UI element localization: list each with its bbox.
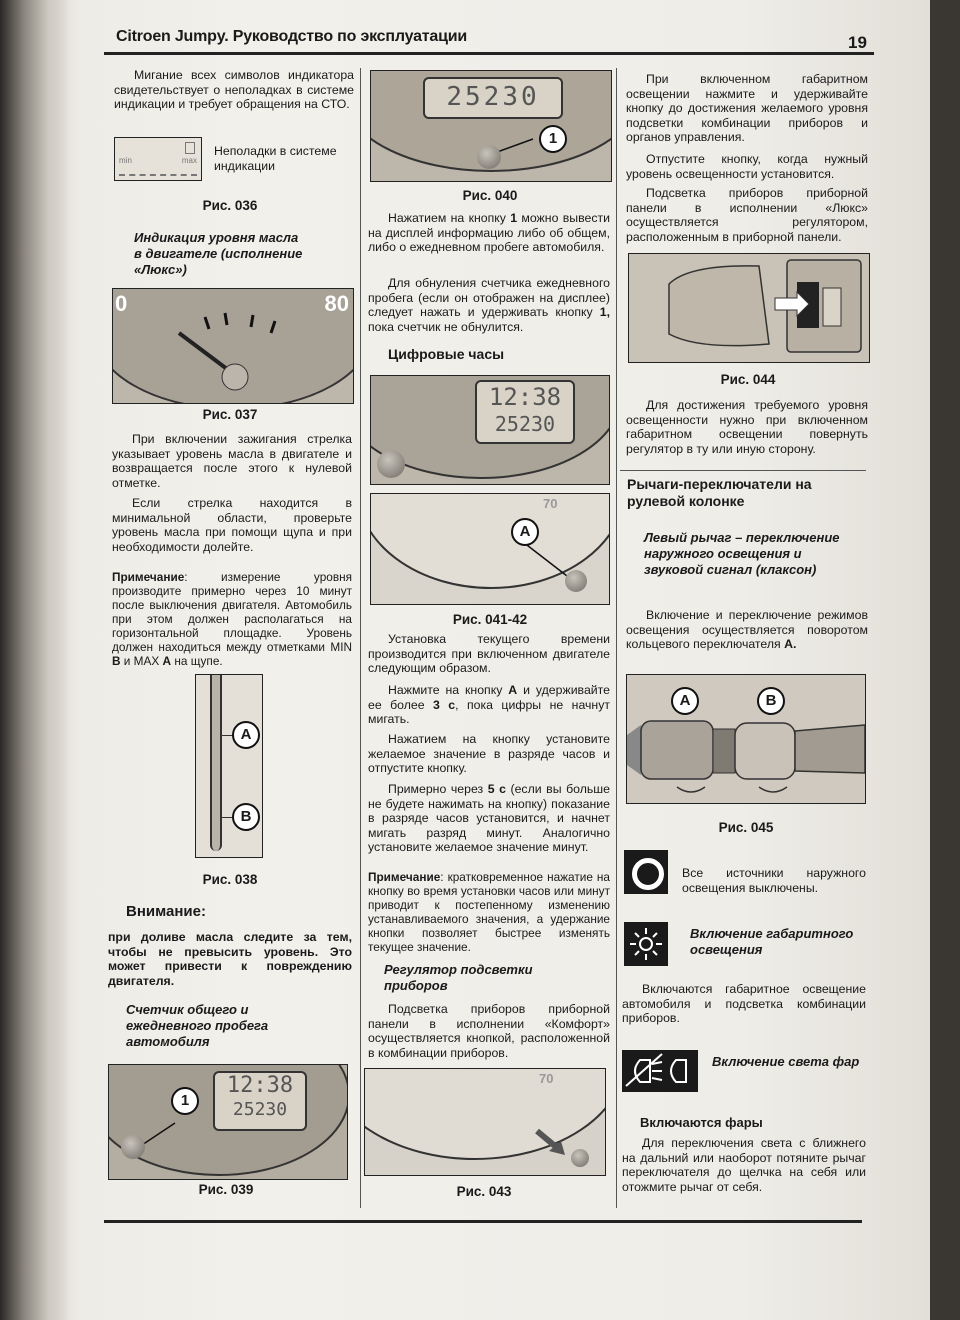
- oil-level-heading: Индикация уровня масла в двигателе (исполнение «Люкс»): [134, 230, 303, 277]
- headlights-glyph: [622, 1050, 698, 1092]
- book-spine-shadow: [0, 0, 70, 1320]
- col2-paragraph-6: [368, 782, 610, 855]
- fig039-caption: Рис. 039: [198, 1182, 254, 1197]
- col3-paragraph-3: Подсветка приборов приборной панели в исполнении «Люкс» осуществляется регулятором, расположенным в приборной панели.: [626, 186, 868, 244]
- p4-button-ref: A: [508, 683, 518, 697]
- oil-gauge-drawing: [113, 289, 353, 403]
- fig045-lever-drawing: [627, 675, 865, 803]
- p2-text-c: пока счетчик не обнулится.: [368, 319, 524, 334]
- fig043-scale-mark: 70: [539, 1071, 554, 1086]
- col3-paragraph-7: Для переключения света с ближнего на дальний или наоборот потяните рычаг переключателя до щелчка на себя или отожмите рычаг от себя.: [622, 1136, 866, 1194]
- parking-lights-heading: Включение габаритного освещения: [690, 926, 854, 957]
- fig039-lcd: [213, 1071, 307, 1131]
- fig045-caption: Рис. 045: [718, 820, 774, 835]
- col2-paragraph-5: Нажатием на кнопку установите желаемое значение в разряде часов и отпустите кнопку.: [368, 732, 610, 776]
- fig045-badge-a: A: [671, 687, 699, 715]
- col2-paragraph-4: [368, 683, 610, 727]
- warning-title: Внимание:: [126, 903, 206, 920]
- col2-note-text: : кратковременное нажатие на кнопку во время установки часов или минут приводит к постепенному изменению устанавливаемого значения, а удержание кнопки позволяет быстрее изменять текущее значение.: [368, 870, 610, 954]
- p4-duration: 3 с: [433, 697, 456, 712]
- col2-paragraph-1: [368, 211, 610, 255]
- column-divider-1: [360, 68, 361, 1208]
- col2-paragraph-2: [368, 276, 610, 334]
- p1-text-c: можно вывести на дисплей информацию либо об общем, либо о ежедневном пробеге автомобиля.: [368, 211, 610, 255]
- p1-text-a: Нажатием на кнопку: [388, 211, 511, 225]
- col2-note: [368, 870, 610, 954]
- section-rule: [620, 470, 866, 471]
- fig038-caption: Рис. 038: [202, 872, 258, 887]
- col3-paragraph-4: Для достижения требуемого уровня освещенности нужно при включенном габаритном освещении повернуть регулятор в ту или иную сторону.: [626, 398, 868, 456]
- fig041-lcd: [475, 380, 575, 444]
- column-divider-2: [616, 68, 617, 1208]
- fig040-km: 25230: [446, 82, 540, 112]
- fig037-oil-gauge: [112, 288, 354, 404]
- fig042-button-a: [565, 570, 587, 592]
- fig042-scale-mark: 70: [543, 496, 558, 511]
- headlights-heading: Включение света фар: [712, 1054, 860, 1069]
- fig037-right-mark: 80: [324, 291, 349, 316]
- footer-rule: [104, 1220, 862, 1223]
- fig040-caption: Рис. 040: [462, 188, 518, 203]
- fig036-caption: Рис. 036: [202, 198, 258, 213]
- p5-switch-ref: A.: [784, 637, 797, 652]
- left-lever-heading: Левый рычаг – переключение наружного освещения и звуковой сигнал (клаксон): [644, 530, 840, 577]
- note-text-e: на щупе.: [171, 654, 223, 668]
- col2-paragraph-7: Подсветка приборов приборной панели в исполнении «Комфорт» осуществляется кнопкой, расположенной в комбинации приборов.: [368, 1002, 610, 1060]
- backlight-regulator-heading: Регулятор подсветки приборов: [384, 962, 533, 993]
- col3-paragraph-1: При включенном габаритном освещении нажмите и удерживайте кнопку до достижения желаемого уровня подсветки комбинации приборов и органов управления.: [626, 72, 868, 145]
- fig039-time: 12:38: [226, 1073, 294, 1098]
- oil-can-icon: [185, 142, 195, 154]
- p6-text-a: Примерно через: [388, 782, 488, 796]
- p1-button-ref: 1: [510, 211, 518, 225]
- p6-duration: 5 с: [487, 782, 506, 796]
- fig045-badge-b: B: [757, 687, 785, 715]
- col1-paragraph-3: Если стрелка находится в минимальной области, проверьте уровень масла при помощи щупа и при необходимости долейте.: [112, 496, 352, 554]
- fig039-badge: 1: [171, 1087, 199, 1115]
- fig039-knob: [121, 1135, 145, 1159]
- dipstick-shaft: [210, 675, 222, 851]
- p4-text-c: и удерживайте ее более: [368, 683, 610, 712]
- parking-lights-icon: [624, 922, 668, 966]
- fig037-left-mark: 0: [115, 291, 128, 316]
- col1-intro-paragraph: Мигание всех символов индикатора свидетельствует о неполадках в системе индикации и требует обращения на СТО.: [114, 68, 354, 112]
- fig040-lcd: [423, 77, 563, 119]
- col3-paragraph-6: Включаются габаритное освещение автомобиля и подсветка комбинации приборов.: [622, 982, 866, 1026]
- headlights-icon: [622, 1050, 698, 1092]
- fig042-badge: A: [511, 518, 539, 546]
- fig036-min-label: min: [119, 156, 132, 165]
- header-title: Citroen Jumpy. Руководство по эксплуатации: [116, 28, 468, 45]
- p6-text-c: (если вы больше не будете нажимать на кнопку) показание в разряде часов установится, и начнет мигать разряд минут. Аналогично установите желаемое значение минут.: [368, 782, 610, 855]
- fig044-dimmer: [628, 253, 870, 363]
- fig039-odometer: [108, 1064, 348, 1180]
- note-text-a: : измерение уровня производите примерно через 10 минут после выключения двигателя. Автомобиль при этом должен располагаться на горизонтальной площадке. Уровень должен находиться между отметками MIN: [112, 570, 352, 654]
- col1-paragraph-2: При включении зажигания стрелка указывает уровень масла в двигателе и возвращается после этого к нулевой отметке.: [112, 432, 352, 490]
- col3-paragraph-5: [626, 608, 868, 652]
- fig041-clock: [370, 375, 610, 485]
- fig043-caption: Рис. 043: [456, 1184, 512, 1199]
- lights-off-text: Все источники наружного освещения выключены.: [682, 866, 866, 895]
- fig042-clock-button: [370, 493, 610, 605]
- fig036-indicator: [114, 137, 202, 181]
- col2-note-label: Примечание: [368, 870, 441, 884]
- fig038-dipstick: [195, 674, 263, 858]
- fig040-odometer: [370, 70, 612, 182]
- p4-text-a: Нажмите на кнопку: [388, 683, 509, 697]
- fig044-caption: Рис. 044: [720, 372, 776, 387]
- warning-text: при доливе масла следите за тем, чтобы не превысить уровень. Это может привести к повреждению двигателя.: [108, 930, 352, 988]
- fig038-badge-a: A: [232, 721, 260, 749]
- parking-lights-glyph: [624, 922, 668, 966]
- p4-text-e: , пока цифры не начнут мигать.: [368, 697, 610, 727]
- steering-levers-heading: Рычаги-переключатели на рулевой колонке: [627, 476, 812, 509]
- fig043-button: [571, 1149, 589, 1167]
- p2-button-ref: 1,: [599, 305, 610, 320]
- col1-note: [112, 570, 352, 668]
- col2-paragraph-3: Установка текущего времени производится при включенном двигателе следующим образом.: [368, 632, 610, 676]
- fig041-knob: [377, 450, 405, 478]
- fig045-lever: [626, 674, 866, 804]
- col3-paragraph-2: Отпустите кнопку, когда нужный уровень освещенности установится.: [626, 152, 868, 181]
- page-number: 19: [848, 33, 867, 52]
- note-label: Примечание: [112, 570, 185, 584]
- p5-text-a: Включение и переключение режимов освещения осуществляется поворотом кольцевого переключателя: [626, 608, 868, 652]
- fig043-backlight-button: [364, 1068, 606, 1176]
- fig041-time: 12:38: [488, 383, 562, 411]
- fig044-drawing: [629, 254, 869, 362]
- fig037-caption: Рис. 037: [202, 407, 258, 422]
- p2-text-a: Для обнуления счетчика ежедневного пробега (если он отображен на дисплее) следует нажать и удерживать кнопку: [368, 276, 610, 320]
- fig040-button-1: [477, 145, 501, 169]
- lights-off-icon: [624, 850, 668, 894]
- fig039-km: 25230: [232, 1099, 288, 1120]
- note-min-b: B: [112, 654, 121, 668]
- fig036-max-label: max: [181, 156, 197, 165]
- headlights-on-heading: Включаются фары: [640, 1115, 763, 1130]
- fig038-badge-b: B: [232, 803, 260, 831]
- digital-clock-heading: Цифровые часы: [388, 346, 505, 362]
- fig043-dial-drawing: [365, 1069, 605, 1175]
- fig041-km: 25230: [494, 412, 556, 436]
- fig041-42-caption: Рис. 041-42: [452, 612, 528, 627]
- fig036-label: Неполадки в системе индикации: [214, 144, 337, 173]
- note-text-c: и MAX: [120, 654, 163, 668]
- note-max-a: A: [162, 654, 172, 668]
- header-rule: [104, 52, 874, 55]
- counter-heading: Счетчик общего и ежедневного пробега автомобиля: [126, 1002, 269, 1049]
- fig040-badge: 1: [539, 125, 567, 153]
- lights-off-ring: [632, 858, 664, 890]
- fig036-segments: [119, 174, 197, 176]
